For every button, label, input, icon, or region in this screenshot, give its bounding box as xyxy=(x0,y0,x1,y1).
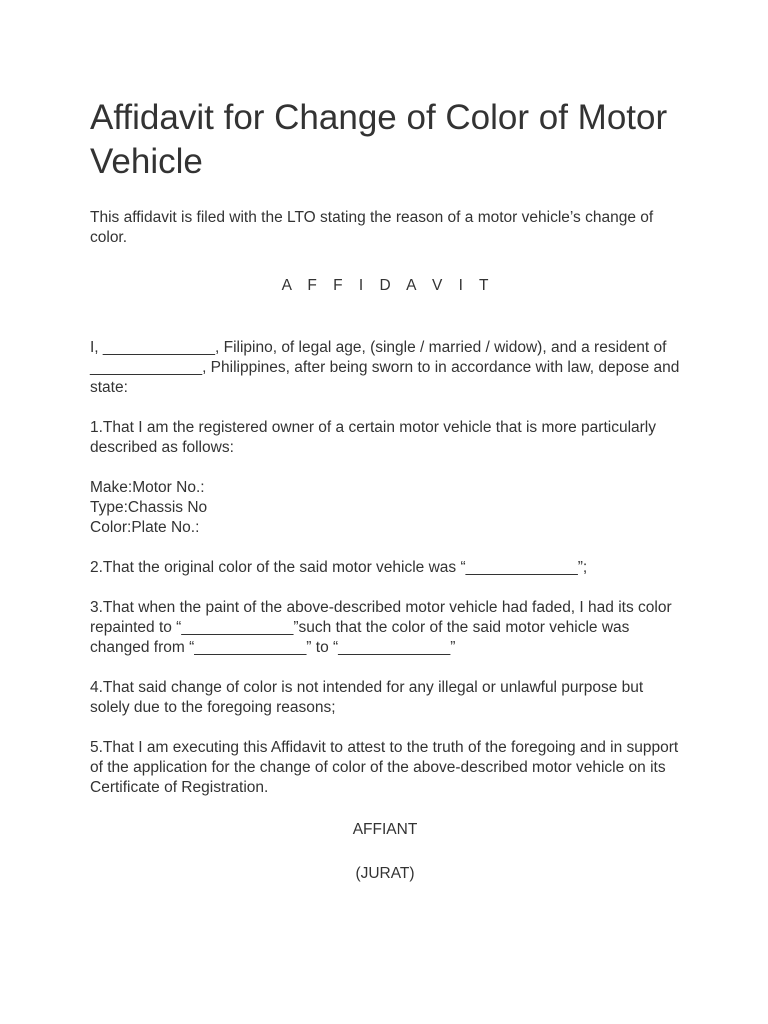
item-1: 1.That I am the registered owner of a certain motor vehicle that is more particularly described as follows: xyxy=(90,419,656,456)
intro-text: This affidavit is filed with the LTO stating the reason of a motor vehicle’s change of color. xyxy=(90,209,654,246)
detail-line: Color:Plate No.: xyxy=(90,519,200,536)
item-3: 3.That when the paint of the above-described motor vehicle had faded, I had its color repainted to “_____________”such that the color of the said motor vehicle was changed from “_____________” to “_____________” xyxy=(90,599,672,656)
item-2: 2.That the original color of the said motor vehicle was “_____________”; xyxy=(90,559,588,576)
opening-paragraph: I, _____________, Filipino, of legal age, (single / married / widow), and a resident of _____________, Philippines, after being sworn to in accordance with law, depose and state: xyxy=(90,339,680,396)
jurat-label: (JURAT) xyxy=(355,865,415,882)
document-body xyxy=(90,96,680,908)
item-4: 4.That said change of color is not intended for any illegal or unlawful purpose but solely due to the foregoing reasons; xyxy=(90,679,644,716)
item-5: 5.That I am executing this Affidavit to attest to the truth of the foregoing and in support of the application for the change of color of the above-described motor vehicle on its Certificate of Registration. xyxy=(90,739,679,796)
detail-line: Type:Chassis No xyxy=(90,499,208,516)
vehicle-details xyxy=(90,478,680,538)
affiant-label: AFFIANT xyxy=(352,821,418,838)
affidavit-heading: A F F I D A V I T xyxy=(281,277,495,294)
detail-line: Make:Motor No.: xyxy=(90,479,205,496)
document-title: Affidavit for Change of Color of Motor Vehicle xyxy=(90,98,668,181)
